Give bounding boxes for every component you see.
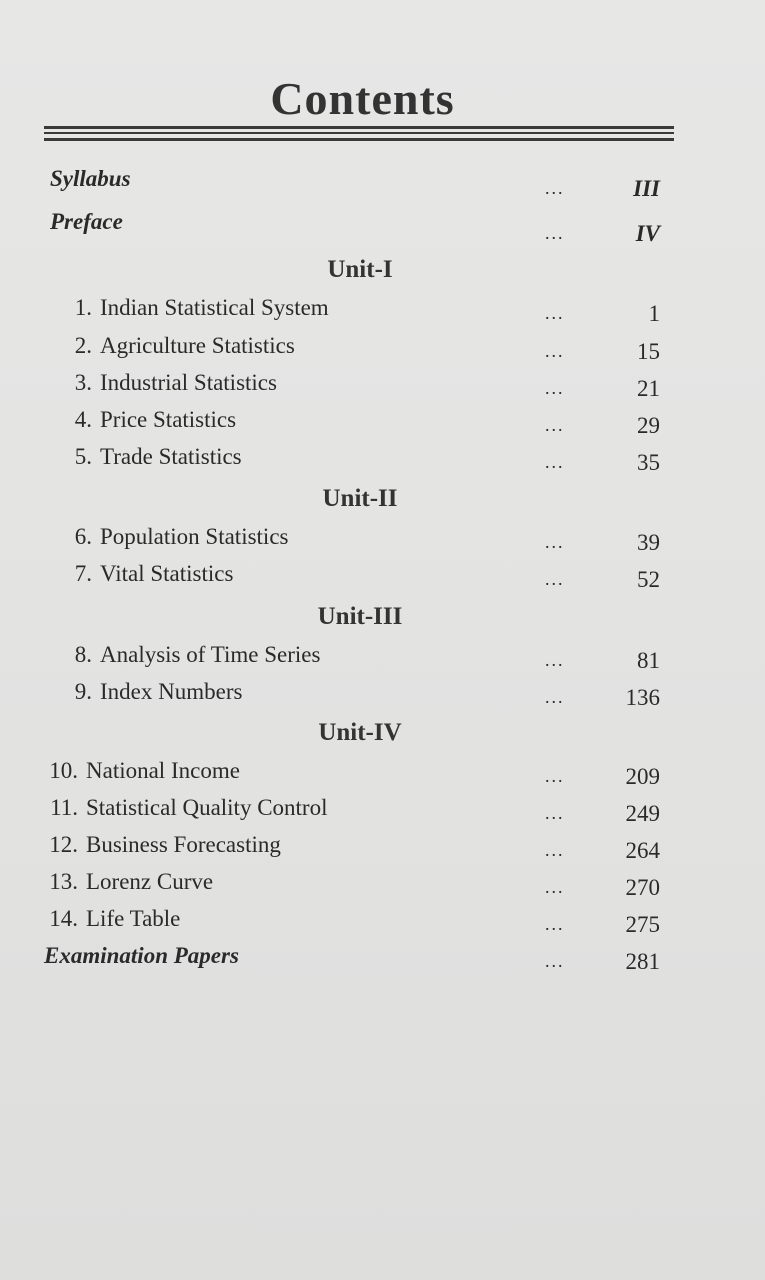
- toc-chapter-number: 12.: [49, 832, 78, 857]
- toc-entry: [0, 407, 765, 441]
- toc-page-number: 249: [625, 801, 660, 826]
- toc-entry-syllabus: [0, 166, 765, 200]
- toc-entry-preface: [0, 209, 765, 246]
- toc-leader-dots: ...: [545, 914, 565, 934]
- toc-entry-label: National Income: [86, 758, 240, 783]
- toc-leader-dots: ...: [545, 877, 565, 897]
- toc-entry-label: Preface: [50, 209, 123, 234]
- toc-chapter-number: 14.: [49, 906, 78, 931]
- unit-heading: Unit-I: [327, 256, 393, 283]
- toc-entry: [0, 642, 765, 676]
- toc-entry-label: Examination Papers: [44, 943, 239, 968]
- toc-entry-label: Life Table: [86, 906, 181, 931]
- toc-page-number: IV: [635, 221, 660, 246]
- toc-entry-label: Syllabus: [50, 166, 131, 191]
- page-title: Contents: [270, 73, 455, 124]
- toc-entry: [0, 869, 765, 903]
- toc-page-number: 270: [625, 875, 660, 900]
- toc-chapter-number: 1.: [74, 295, 92, 320]
- toc-leader-dots: ...: [545, 840, 565, 860]
- toc-entry-label: Indian Statistical System: [100, 295, 329, 320]
- toc-leader-dots: ...: [545, 223, 565, 243]
- unit-heading: Unit-III: [317, 603, 403, 630]
- toc-leader-dots: ...: [545, 341, 565, 361]
- toc-chapter-number: 9.: [74, 679, 92, 704]
- unit-heading: Unit-IV: [318, 719, 402, 746]
- toc-leader-dots: ...: [545, 415, 565, 435]
- toc-page-number: III: [633, 176, 660, 201]
- toc-page-number: 29: [637, 413, 660, 438]
- toc-chapter-number: 2.: [74, 333, 92, 358]
- toc-chapter-number: 6.: [74, 524, 92, 549]
- toc-page-number: 281: [625, 949, 660, 974]
- toc-leader-dots: ...: [545, 452, 565, 472]
- title-rule-top: [44, 126, 674, 129]
- toc-leader-dots: ...: [545, 532, 565, 552]
- toc-entry-label: Industrial Statistics: [100, 370, 277, 395]
- toc-chapter-number: 5.: [74, 444, 92, 469]
- toc-entry-label: Population Statistics: [100, 524, 289, 549]
- toc-page-number: 15: [637, 339, 660, 364]
- toc-leader-dots: ...: [545, 378, 565, 398]
- title-rule-middle: [44, 132, 674, 134]
- toc-leader-dots: ...: [545, 766, 565, 786]
- toc-entry-label: Business Forecasting: [86, 832, 281, 857]
- toc-page-number: 81: [637, 648, 660, 673]
- title-rule-bottom: [44, 138, 674, 141]
- toc-chapter-number: 3.: [74, 370, 92, 395]
- toc-leader-dots: ...: [545, 178, 565, 198]
- toc-leader-dots: ...: [545, 569, 565, 589]
- toc-chapter-number: 13.: [49, 869, 78, 894]
- toc-leader-dots: ...: [545, 803, 565, 823]
- toc-entry: [0, 370, 765, 404]
- toc-page-number: 209: [625, 764, 660, 789]
- toc-chapter-number: 10.: [49, 758, 78, 783]
- toc-entry: [0, 795, 765, 829]
- toc-leader-dots: ...: [545, 650, 565, 670]
- toc-entry: [0, 333, 765, 367]
- toc-entry: [0, 524, 765, 558]
- unit-heading: Unit-II: [322, 485, 398, 512]
- toc-chapter-number: 11.: [50, 795, 78, 820]
- toc-chapter-number: 7.: [74, 561, 92, 586]
- toc-entry-label: Analysis of Time Series: [100, 642, 321, 667]
- toc-page-number: 136: [625, 685, 660, 710]
- toc-page-number: 1: [648, 301, 660, 326]
- toc-leader-dots: ...: [545, 687, 565, 707]
- toc-entry-label: Index Numbers: [100, 679, 243, 704]
- toc-entry: [0, 295, 765, 329]
- toc-entry-label: Trade Statistics: [100, 444, 242, 469]
- toc-entry-label: Vital Statistics: [100, 561, 234, 586]
- toc-leader-dots: ...: [545, 303, 565, 323]
- toc-entry: [0, 906, 765, 940]
- toc-page-number: 35: [637, 450, 660, 475]
- toc-entry-label: Price Statistics: [100, 407, 237, 432]
- toc-page-number: 39: [637, 530, 660, 555]
- toc-entry-label: Statistical Quality Control: [86, 795, 328, 820]
- toc-page-number: 52: [637, 567, 660, 592]
- toc-leader-dots: ...: [545, 951, 565, 971]
- toc-chapter-number: 8.: [74, 642, 92, 667]
- toc-entry-examination-papers: [0, 943, 765, 977]
- toc-entry: [0, 758, 765, 792]
- toc-page-number: 264: [625, 838, 660, 863]
- toc-entry-label: Agriculture Statistics: [100, 333, 295, 358]
- toc-page-number: 275: [625, 912, 660, 937]
- toc-chapter-number: 4.: [74, 407, 92, 432]
- toc-entry: [0, 679, 765, 713]
- toc-entry: [0, 832, 765, 866]
- toc-entry: [0, 561, 765, 595]
- toc-entry: [0, 444, 765, 478]
- toc-entry-label: Lorenz Curve: [86, 869, 214, 894]
- toc-page-number: 21: [637, 376, 660, 401]
